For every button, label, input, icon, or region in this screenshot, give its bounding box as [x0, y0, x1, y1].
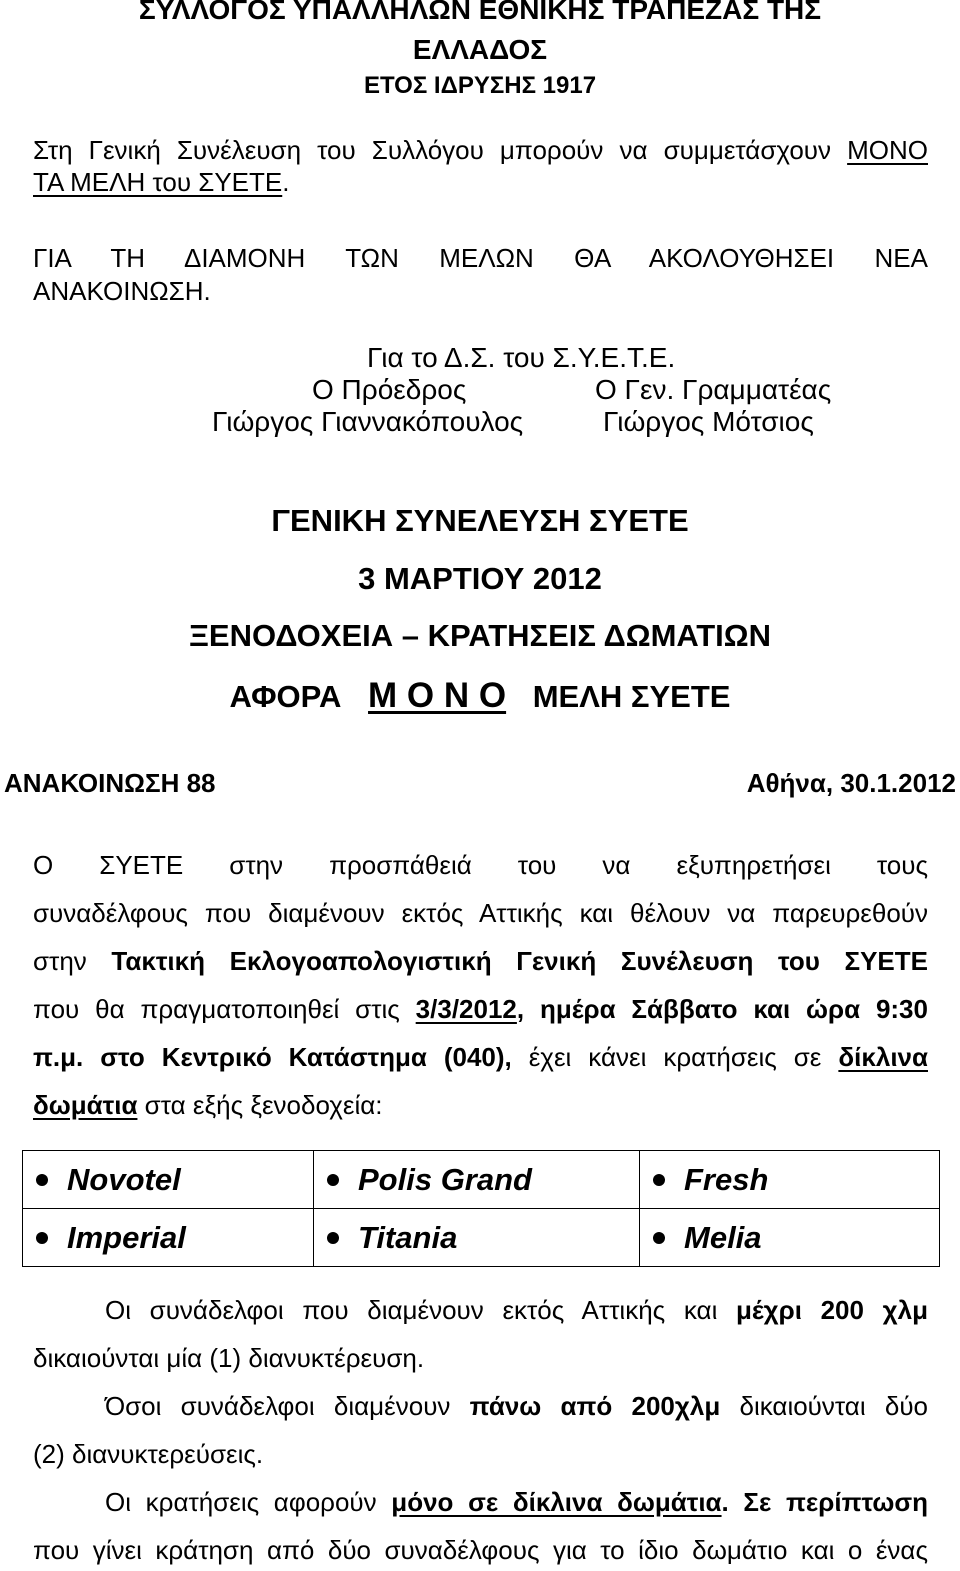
note-room-type: μόνο σε δίκλινα δωμάτια: [391, 1487, 722, 1517]
intro-text: Στη Γενική Συνέλευση του Συλλόγου μπορούν να συμμετάσχουν: [33, 135, 832, 165]
body-line3: [33, 946, 928, 977]
note2-line1: [105, 1391, 928, 1422]
assembly-name: Τακτική Εκλογοαπολογιστική Γενική Συνέλευση του ΣΥΕΤΕ: [111, 946, 928, 976]
note2-line2: (2) διανυκτερεύσεις.: [33, 1439, 264, 1469]
headline-members-only: [0, 676, 960, 716]
note-text: Οι συνάδελφοι που διαμένουν εκτός Αττικής και: [105, 1295, 718, 1325]
hotel-cell: [640, 1151, 940, 1209]
note-text: Όσοι συνάδελφοι διαμένουν: [105, 1391, 451, 1421]
president-role: Ο Πρόεδρος: [312, 374, 467, 405]
hotel-name: Polis Grand: [358, 1161, 532, 1197]
hotel-cell: [640, 1209, 940, 1267]
note3-line1: [105, 1487, 928, 1518]
body-line6: [33, 1090, 928, 1121]
body-text: έχει κάνει κρατήσεις σε: [528, 1042, 822, 1072]
hotel-name: Novotel: [67, 1161, 181, 1197]
headline-concerns: ΑΦΟΡΑ: [229, 679, 342, 714]
note-text: δικαιούνται δύο: [739, 1391, 929, 1421]
note3-line2: που γίνει κράτηση από δύο συναδέλφους για το ίδιο δωμάτιο και ο ένας: [33, 1535, 928, 1565]
assembly-venue: π.μ. στο Κεντρικό Κατάστημα (040),: [33, 1042, 512, 1072]
note1-line2: δικαιούνται μία (1) διανυκτέρευση.: [33, 1343, 425, 1373]
body-line1: Ο ΣΥΕΤΕ στην προσπάθειά του να εξυπηρετήσει τους: [33, 850, 928, 880]
bullet-icon: [36, 1232, 48, 1244]
president-name: Γιώργος Γιαννακόπουλος: [212, 406, 524, 437]
secretary-role: Ο Γεν. Γραμματέας: [595, 374, 832, 405]
hotel-name: Imperial: [67, 1219, 186, 1255]
hotels-table: [22, 1150, 940, 1267]
assembly-date: 3/3/2012: [415, 994, 517, 1024]
note-text: . Σε περίπτωση: [721, 1487, 928, 1517]
table-row: [23, 1209, 940, 1267]
body-line5: [33, 1042, 928, 1073]
room-type: δίκλινα: [838, 1042, 928, 1072]
intro-line2: [33, 167, 928, 198]
headline-date: 3 ΜΑΡΤΙΟΥ 2012: [358, 561, 602, 596]
accommodation-notice-line2: ΑΝΑΚΟΙΝΩΣΗ.: [33, 276, 211, 306]
body-text: που θα πραγματοποιηθεί στις: [33, 994, 400, 1024]
bullet-icon: [653, 1232, 665, 1244]
intro-line1: [33, 135, 928, 166]
assembly-time: , ημέρα Σάββατο και ώρα 9:30: [516, 994, 928, 1024]
bullet-icon: [36, 1174, 48, 1186]
intro-period: .: [282, 167, 290, 197]
bullet-icon: [327, 1174, 339, 1186]
accommodation-notice-line1: ΓΙΑ ΤΗ ΔΙΑΜΟΝΗ ΤΩΝ ΜΕΛΩΝ ΘΑ ΑΚΟΛΟΥΘΗΣΕΙ ΝΕΑ: [33, 243, 928, 273]
hotel-name: Titania: [358, 1219, 458, 1255]
table-row: [23, 1151, 940, 1209]
headline-hotels: ΞΕΝΟΔΟΧΕΙΑ – ΚΡΑΤΗΣΕΙΣ ΔΩΜΑΤΙΩΝ: [188, 618, 772, 653]
room-type: δωμάτια: [33, 1090, 138, 1120]
bullet-icon: [327, 1232, 339, 1244]
body-text: στα εξής ξενοδοχεία:: [144, 1090, 383, 1120]
hotel-cell: [314, 1209, 640, 1267]
body-line4: [33, 994, 928, 1025]
hotel-cell: [23, 1209, 314, 1267]
org-title-line2: ΕΛΛΑΔΟΣ: [412, 34, 548, 65]
hotel-cell: [23, 1151, 314, 1209]
hotel-cell: [314, 1151, 640, 1209]
headline-mono: Μ Ο Ν Ο: [368, 676, 507, 715]
body-text: στην: [33, 946, 87, 976]
note-distance: πάνω από 200χλμ: [469, 1391, 721, 1421]
note1-line1: [105, 1295, 928, 1326]
announcement-date: Αθήνα, 30.1.2012: [746, 768, 956, 798]
body-line2: συναδέλφους που διαμένουν εκτός Αττικής και θέλουν να παρευρεθούν: [33, 898, 928, 928]
founding-year: ΕΤΟΣ ΙΔΡΥΣΗΣ 1917: [363, 72, 597, 99]
announcement-number: ΑΝΑΚΟΙΝΩΣΗ 88: [4, 768, 216, 798]
headline-assembly: ΓΕΝΙΚΗ ΣΥΝΕΛΕΥΣΗ ΣΥΕΤΕ: [271, 503, 689, 538]
note-distance: μέχρι 200 χλμ: [736, 1295, 928, 1325]
headline-members: ΜΕΛΗ ΣΥΕΤΕ: [532, 679, 731, 714]
signature-org: Για το Δ.Σ. του Σ.Υ.Ε.Τ.Ε.: [367, 342, 676, 373]
org-title-line1: ΣΥΛΛΟΓΟΣ ΥΠΑΛΛΗΛΩΝ ΕΘΝΙΚΗΣ ΤΡΑΠΕΖΑΣ ΤΗΣ: [138, 0, 822, 25]
hotel-name: Fresh: [684, 1161, 769, 1197]
secretary-name: Γιώργος Μότσιος: [603, 406, 814, 437]
bullet-icon: [653, 1174, 665, 1186]
note-text: Οι κρατήσεις αφορούν: [105, 1487, 377, 1517]
intro-mono: ΜΟΝΟ: [847, 135, 928, 165]
intro-members: ΤΑ ΜΕΛΗ του ΣΥΕΤΕ: [33, 167, 283, 197]
hotel-name: Melia: [684, 1219, 762, 1255]
